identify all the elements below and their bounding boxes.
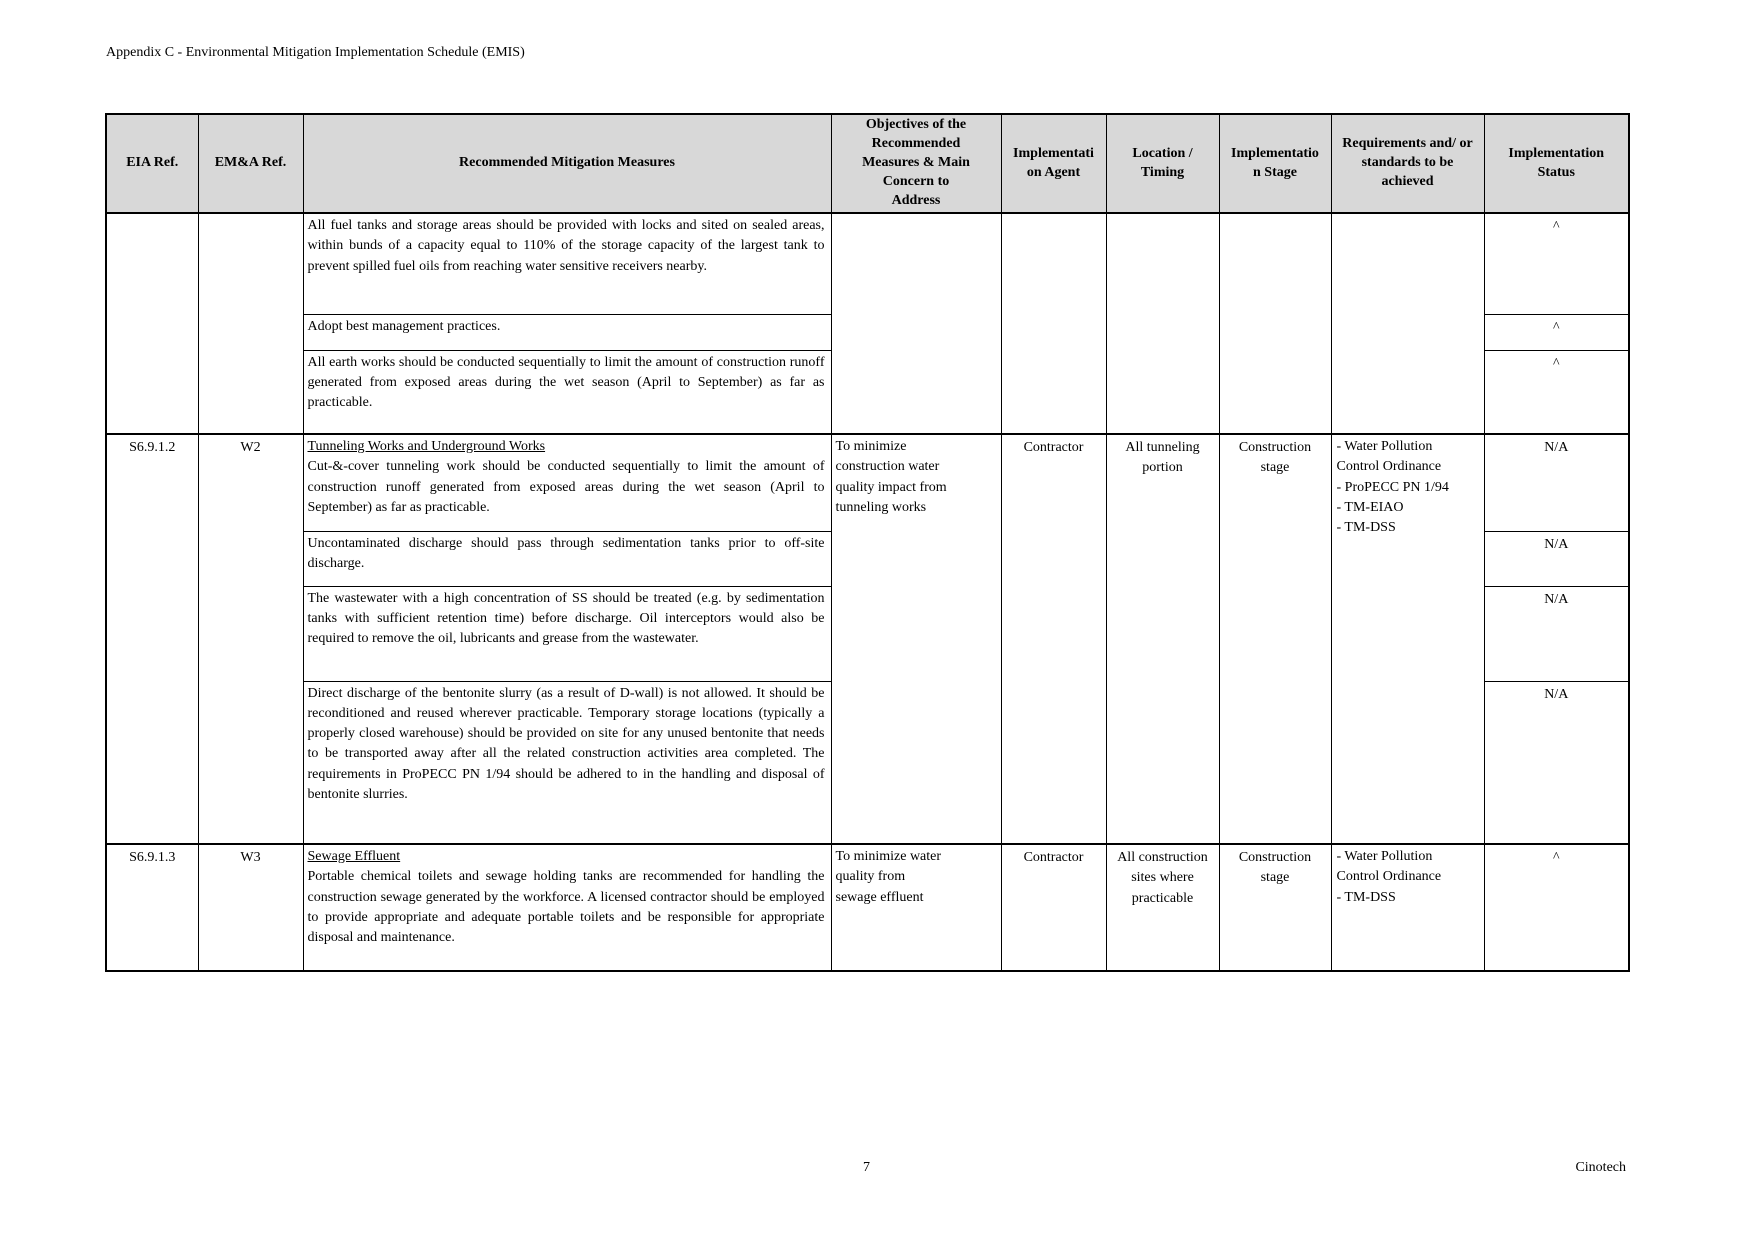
footer-company: Cinotech	[1575, 1160, 1626, 1175]
stage-cell: Construction stage	[1219, 434, 1331, 844]
page-footer	[105, 1160, 1628, 1176]
table-row	[106, 434, 1629, 531]
page-title: Appendix C - Environmental Mitigation Implementation Schedule (EMIS)	[106, 45, 525, 60]
agent-cell: Contractor	[1001, 844, 1106, 971]
status-cell: ^	[1484, 314, 1629, 350]
measure-cell	[303, 844, 831, 971]
requirements-cell: - Water Pollution Control Ordinance - TM-DSS	[1331, 844, 1484, 971]
measure-cell	[303, 586, 831, 681]
measure-cell	[303, 681, 831, 844]
table-header-row	[106, 114, 1629, 213]
measure-cell	[303, 350, 831, 434]
location-cell	[1106, 213, 1219, 434]
col-header-agent: Implementati on Agent	[1001, 114, 1106, 213]
measure-text: Adopt best management practices.	[307, 318, 501, 334]
eia-ref-cell: S6.9.1.2	[106, 434, 198, 844]
measure-cell	[303, 213, 831, 314]
status-cell: N/A	[1484, 434, 1629, 531]
measure-text: The wastewater with a high concentration of SS should be treated (e.g. by sedimentation tanks with sufficient retention time) before discharge. Oil interceptors would also be required to remove the oil, lubricants and grease from the wastewater.	[307, 590, 825, 647]
status-cell: N/A	[1484, 681, 1629, 844]
col-header-location-timing: Location / Timing	[1106, 114, 1219, 213]
location-cell: All tunneling portion	[1106, 434, 1219, 844]
measure-text: Uncontaminated discharge should pass through sedimentation tanks prior to off-site discharge.	[307, 535, 825, 571]
eia-ref-cell	[106, 213, 198, 434]
table-row	[106, 213, 1629, 314]
status-cell: N/A	[1484, 531, 1629, 586]
agent-cell	[1001, 213, 1106, 434]
measure-heading: Tunneling Works and Underground Works	[307, 439, 546, 454]
requirements-cell: - Water Pollution Control Ordinance - ProPECC PN 1/94 - TM-EIAO - TM-DSS	[1331, 434, 1484, 844]
col-header-ema-ref: EM&A Ref.	[198, 114, 303, 213]
objectives-cell	[831, 213, 1001, 434]
emis-table	[105, 113, 1630, 972]
col-header-objectives: Objectives of the Recommended Measures & Main Concern to Address	[831, 114, 1001, 213]
status-cell: ^	[1484, 213, 1629, 314]
table-row	[106, 844, 1629, 971]
status-cell: N/A	[1484, 586, 1629, 681]
status-cell: ^	[1484, 350, 1629, 434]
col-header-status: Implementation Status	[1484, 114, 1629, 213]
measure-cell	[303, 434, 831, 531]
measure-text: Direct discharge of the bentonite slurry (as a result of D-wall) is not allowed. It should be reconditioned and reused wherever practicable. Temporary storage locations (typically a properly closed warehouse) should be provided on site for any unused bentonite that needs to be transported away after all the related construction activities area completed. The requirements in ProPECC PN 1/94 should be adhered to in the handling and disposal of bentonite slurries.	[307, 685, 825, 802]
measure-cell	[303, 531, 831, 586]
ema-ref-cell	[198, 213, 303, 434]
col-header-eia-ref: EIA Ref.	[106, 114, 198, 213]
eia-ref-cell: S6.9.1.3	[106, 844, 198, 971]
col-header-requirements: Requirements and/ or standards to be achieved	[1331, 114, 1484, 213]
measure-heading: Sewage Effluent	[307, 849, 401, 864]
ema-ref-cell: W2	[198, 434, 303, 844]
requirements-cell	[1331, 213, 1484, 434]
col-header-stage: Implementatio n Stage	[1219, 114, 1331, 213]
col-header-measures: Recommended Mitigation Measures	[303, 114, 831, 213]
agent-cell: Contractor	[1001, 434, 1106, 844]
measure-cell	[303, 314, 831, 350]
location-cell: All construction sites where practicable	[1106, 844, 1219, 971]
stage-cell	[1219, 213, 1331, 434]
measure-text: Portable chemical toilets and sewage holding tanks are recommended for handling the construction sewage generated by the workforce. A licensed contractor should be employed to provide appropriate and adequate portable toilets and be responsible for appropriate disposal and maintenance.	[307, 869, 825, 946]
measure-text: All earth works should be conducted sequentially to limit the amount of construction runoff generated from exposed areas during the wet season (April to September) as far as practicable.	[307, 354, 825, 411]
objectives-cell: To minimize construction water quality impact from tunneling works	[831, 434, 1001, 844]
status-cell: ^	[1484, 844, 1629, 971]
ema-ref-cell: W3	[198, 844, 303, 971]
objectives-cell: To minimize water quality from sewage effluent	[831, 844, 1001, 971]
measure-text: Cut-&-cover tunneling work should be conducted sequentially to limit the amount of construction runoff generated from exposed areas during the wet season (April to September) as far as practicable.	[307, 459, 825, 515]
page-number: 7	[863, 1160, 870, 1175]
stage-cell: Construction stage	[1219, 844, 1331, 971]
measure-text: All fuel tanks and storage areas should be provided with locks and sited on sealed areas, within bunds of a capacity equal to 110% of the storage capacity of the largest tank to prevent spilled fuel oils from reaching water sensitive receivers nearby.	[307, 218, 825, 274]
